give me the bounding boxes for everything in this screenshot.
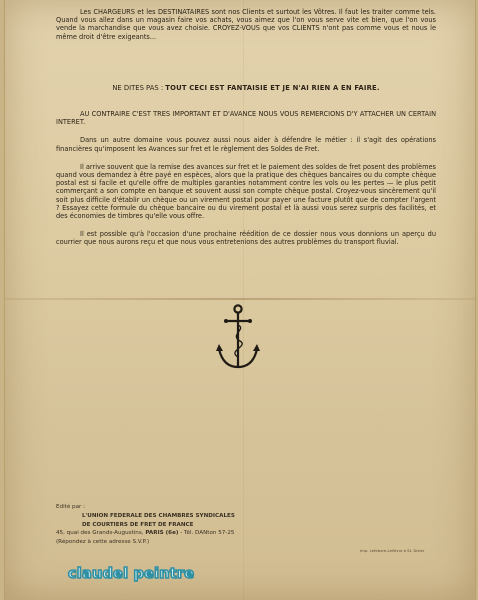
fold-line [5,298,475,300]
body-paragraph-2: Dans un autre domaine vous pouvez aussi nous aider à défendre le métier : il s'agit des opérations financières qu'imposent les Avances sur fret et le règlement des Soldes de Fret. [56,136,436,153]
address-line [56,529,456,538]
edited-by-label: Edité par : [56,504,85,510]
watermark-text: claudel peintre [68,566,195,582]
reply-note: (Répondez à cette adresse S.V.P.) [56,539,150,546]
intro-text [56,8,436,51]
organization-name-line2: DE COURTIERS DE FRET DE FRANCE [82,521,194,528]
organization-name-line1: L'UNION FEDERALE DES CHAMBRES SYNDICALES [82,512,235,519]
warning-emphasis: TOUT CECI EST FANTAISIE ET JE N'AI RIEN A EN FAIRE. [165,84,380,92]
body-paragraph-4: Il est possible qu'à l'occasion d'une prochaine réédition de ce dossier nous vous donnions un aperçu du courrier que nous aurons reçu et que nous vous entretenions des autres problèmes du transport fluvial. [56,230,436,247]
warning-line [56,84,436,93]
body-paragraph-1: AU CONTRAIRE C'EST TRES IMPORTANT ET D'AVANCE NOUS VOUS REMERCIONS D'Y ATTACHER UN CERTAIN INTERET. [56,110,436,127]
address-phone: - Tél. DANton 57-25 [178,530,235,537]
address-city: PARIS (6e) [145,530,179,537]
anchor-icon [213,303,263,375]
body-text [56,110,436,257]
intro-paragraph: Les CHARGEURS et les DESTINATAIRES sont nos Clients et surtout les Vôtres. Il faut les traiter comme tels. Quand vous allez dans un magasin faire vos achats, vous aimez que l'on vous serve vite et bien, que l'on vous vende la marchandise que vous avez choisie. CROYEZ-VOUS que vos CLIENTS n'ont pas comme vous et nous le même droit d'être exigeants... [56,8,436,41]
warning-prefix: NE DITES PAS : [112,84,164,92]
body-paragraph-3: Il arrive souvent que la remise des avances sur fret et le paiement des soldes de fret posent des problèmes quand vous demandez à être payé en espèces, alors que la pratique des chèques bancaires ou du compte chèque postal est si facile et qu'elle offre de multiples garanties notamment contre les vols ou les pertes — le plus petit commerçant a son compte en banque et souvent aussi son compte chèque postal. Croyez-vous sincèrement qu'il soit plus difficile d'établir un chèque ou un virement postal pour payer une facture plutôt que de compter l'argent ? Essayez cette formule du chèque bancaire ou du virement postal et là aussi vous serez surpris des facilités, et des économies de timbres qu'elle vous offre. [56,162,436,221]
publisher-footer [56,503,456,547]
address-street: 45, quai des Grands-Augustins, [56,530,144,537]
printer-imprint: Imp. Lefebvre-Lelièvre à St. Dizier [360,548,425,553]
